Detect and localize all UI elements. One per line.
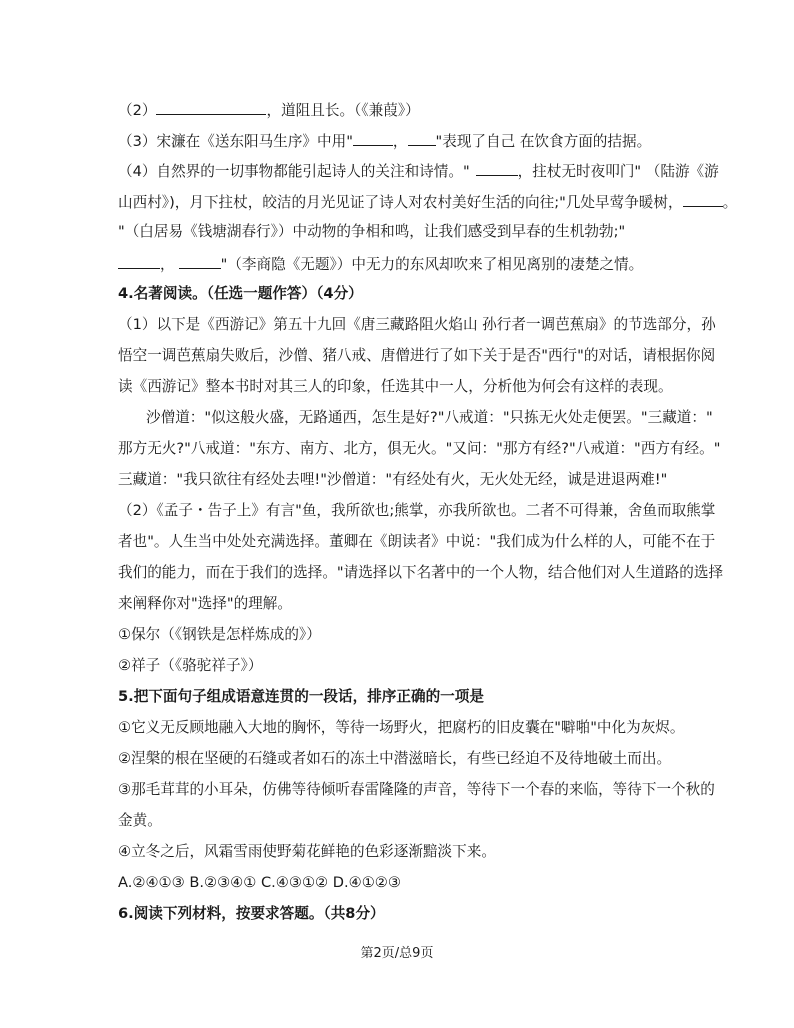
q4-part-1-line: 读《西游记》整本书时对其三人的印象，任选其中一人，分析他为何会有这样的表现。 (118, 378, 673, 395)
item-4-text: 。 (722, 194, 738, 211)
item-3-suffix: "表现了自己 在饮食方面的拮据。 (435, 133, 652, 150)
answer-blank[interactable] (179, 253, 221, 269)
q4-part-2-line: 者也"。人生当中处处充满选择。董卿在《朗读者》中说："我们成为什么样的人，可能不在于 (118, 533, 716, 550)
sentence-2: ②涅槃的根在坚硬的石缝或者如石的冻土中潜滋暗长，有些已经迫不及待地破土而出。 (118, 750, 672, 767)
fill-in-item-4-line-2 (118, 191, 737, 213)
item-3-prefix: （3）宋濂在《送东阳马生序》中用" (118, 133, 353, 150)
answer-blank[interactable] (353, 130, 393, 146)
q4-part-2-line: 来阐释你对"选择"的理解。 (118, 595, 292, 612)
item-4-separator: ， (160, 256, 175, 273)
item-4-text: "（李商隐《无题》）中无力的东风却吹来了相见离别的凄楚之情。 (220, 256, 644, 273)
answer-blank[interactable] (156, 99, 266, 115)
item-4-text: "（白居易《钱塘湖春行》）中动物的争相和鸣，让我们感受到早春的生机勃勃;" (118, 223, 626, 240)
answer-choices: A.②④①③ B.②③④① C.④③①② D.④①②③ (118, 874, 401, 891)
q4-part-1-line: （1）以下是《西游记》第五十九回《唐三藏路阻火焰山 孙行者一调芭蕉扇》的节选部分，孙 (118, 316, 716, 333)
sentence-3: ③那毛茸茸的小耳朵，仿佛等待倾听春雷隆隆的声音，等待下一个春的来临，等待下一个秋的 (118, 781, 715, 798)
dialogue-line: 沙僧道："似这般火盛，无路通西，怎生是好?"八戒道："只拣无火处走便罢。"三藏道：" (146, 409, 713, 426)
sentence-4: ④立冬之后，风霜雪雨使野菊花鲜艳的色彩逐渐黯淡下来。 (118, 843, 496, 860)
question-5-heading: 5.把下面句子组成语意连贯的一段话，排序正确的一项是 (118, 688, 484, 705)
dialogue-line: 三藏道："我只欲往有经处去哩!"沙僧道："有经处有火，无火处无经，诚是进退两难!" (118, 471, 668, 488)
fill-in-item-4-line-1 (118, 160, 719, 182)
answer-blank[interactable] (476, 160, 518, 176)
item-4-text: ，拄杖无时夜叩门" （陆游《游 (517, 163, 719, 180)
q4-part-2-line: （2）《孟子・告子上》有言"鱼，我所欲也;熊掌，亦我所欲也。二者不可得兼，舍鱼而取熊掌 (118, 502, 716, 519)
dialogue-line: 那方无火?"八戒道："东方、南方、北方，俱无火。"又问："那方有经?"八戒道："西方有经。" (118, 440, 721, 457)
item-2-prefix: （2） (118, 102, 157, 119)
book-option: ①保尔（《钢铁是怎样炼成的》） (118, 626, 321, 643)
page-number: 第2页/总9页 (360, 946, 434, 961)
q4-part-2-line: 我们的能力，而在于我们的选择。"请选择以下名著中的一个人物，结合他们对人生道路的选择 (118, 564, 724, 581)
item-4-text: （4）自然界的一切事物都能引起诗人的关注和诗情。" (118, 163, 470, 180)
item-3-separator: ， (392, 133, 408, 150)
answer-blank[interactable] (118, 253, 160, 269)
question-6-heading: 6.阅读下列材料，按要求答题。（共8分） (118, 905, 385, 922)
q4-part-1-line: 悟空一调芭蕉扇失败后，沙僧、猪八戒、唐僧进行了如下关于是否"西行"的对话，请根据你阅 (118, 347, 716, 364)
fill-in-item-2 (118, 99, 420, 121)
question-4-heading: 4.名著阅读。（任选一题作答）（4分） (118, 285, 363, 302)
fill-in-item-4-line-3 (118, 222, 625, 242)
item-4-text: 山西村》)，月下拄杖，皎洁的月光见证了诗人对农村美好生活的向往;"几处早莺争暖树， (118, 194, 683, 211)
item-2-suffix: ，道阻且长。（《兼葭》） (266, 102, 420, 119)
answer-blank[interactable] (683, 191, 723, 207)
fill-in-item-4-line-4 (118, 253, 643, 275)
sentence-3-continued: 金黄。 (118, 812, 162, 829)
answer-blank[interactable] (408, 130, 436, 146)
book-option: ②祥子（《骆驼祥子》） (118, 657, 263, 674)
fill-in-item-3 (118, 130, 651, 152)
sentence-1: ①它义无反顾地融入大地的胸怀，等待一场野火，把腐朽的旧皮囊在"噼啪"中化为灰烬。 (118, 719, 685, 736)
